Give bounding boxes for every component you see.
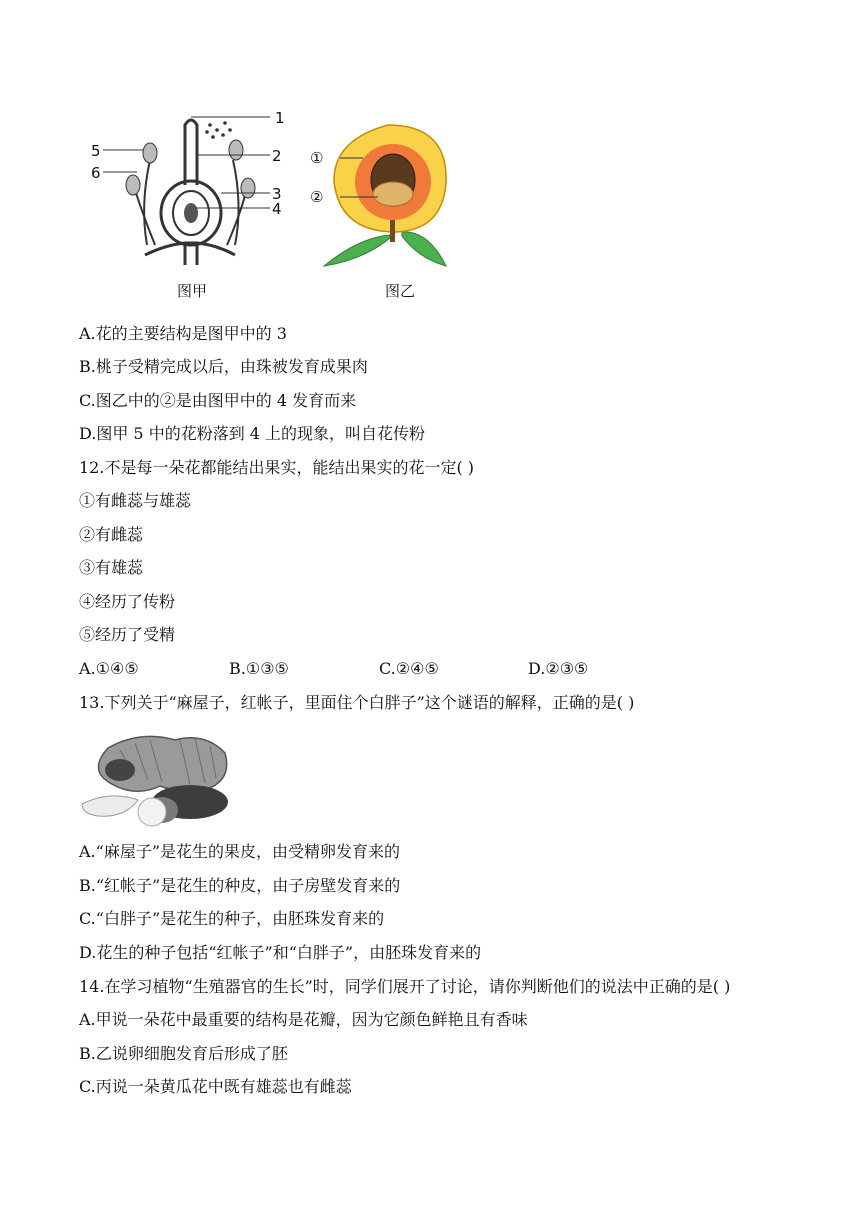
- q12-item-5: ⑤经历了受精: [79, 625, 176, 644]
- q12-choice-c: C.②④⑤: [379, 659, 439, 678]
- q14-option-b: B.乙说卵细胞发育后形成了胚: [79, 1044, 288, 1063]
- q12-item-2: ②有雌蕊: [79, 525, 144, 544]
- q13-option-b: B.“红帐子”是花生的种皮，由子房壁发育来的: [79, 876, 401, 895]
- q14-stem: 14.在学习植物“生殖器官的生长”时，同学们展开了讨论，请你判断他们的说法中正确的是( ): [79, 977, 731, 996]
- label-circled-2: ②: [310, 188, 324, 206]
- q12-choice-d: D.②③⑤: [528, 659, 589, 678]
- label-3: 3: [272, 185, 282, 203]
- label-1: 1: [275, 109, 285, 127]
- label-2: 2: [272, 147, 282, 165]
- peanut-image: [80, 728, 232, 828]
- figure-yi-caption: 图乙: [385, 282, 416, 300]
- label-6: 6: [91, 164, 101, 182]
- q13-option-a: A.“麻屋子”是花生的果皮，由受精卵发育来的: [79, 842, 401, 861]
- figure-jia-caption: 图甲: [177, 282, 208, 300]
- q13-option-c: C.“白胖子”是花生的种子，由胚珠发育来的: [79, 909, 385, 928]
- q12-choice-b: B.①③⑤: [229, 659, 289, 678]
- q11-option-b: B.桃子受精完成以后，由珠被发育成果肉: [79, 357, 368, 376]
- flower-structure-figure: [85, 105, 295, 270]
- q12-choice-a: A.①④⑤: [79, 659, 139, 678]
- q14-option-a: A.甲说一朵花中最重要的结构是花瓣，因为它颜色鲜艳且有香味: [79, 1010, 528, 1029]
- q12-stem: 12.不是每一朵花都能结出果实，能结出果实的花一定( ): [79, 458, 475, 477]
- q11-option-d: D.图甲 5 中的花粉落到 4 上的现象，叫自花传粉: [79, 424, 426, 443]
- q12-item-3: ③有雄蕊: [79, 558, 144, 577]
- q13-stem: 13.下列关于“麻屋子，红帐子，里面住个白胖子”这个谜语的解释，正确的是( ): [79, 693, 635, 712]
- label-4: 4: [272, 200, 282, 218]
- label-circled-1: ①: [310, 149, 324, 167]
- q11-option-a: A.花的主要结构是图甲中的 3: [79, 324, 287, 343]
- q12-item-4: ④经历了传粉: [79, 592, 176, 611]
- q13-option-d: D.花生的种子包括“红帐子”和“白胖子”，由胚珠发育来的: [79, 943, 482, 962]
- peach-section-figure: [318, 120, 458, 272]
- label-5: 5: [91, 142, 101, 160]
- q12-item-1: ①有雌蕊与雄蕊: [79, 491, 192, 510]
- q11-option-c: C.图乙中的②是由图甲中的 4 发育而来: [79, 391, 357, 410]
- q14-option-c: C.丙说一朵黄瓜花中既有雄蕊也有雌蕊: [79, 1077, 352, 1096]
